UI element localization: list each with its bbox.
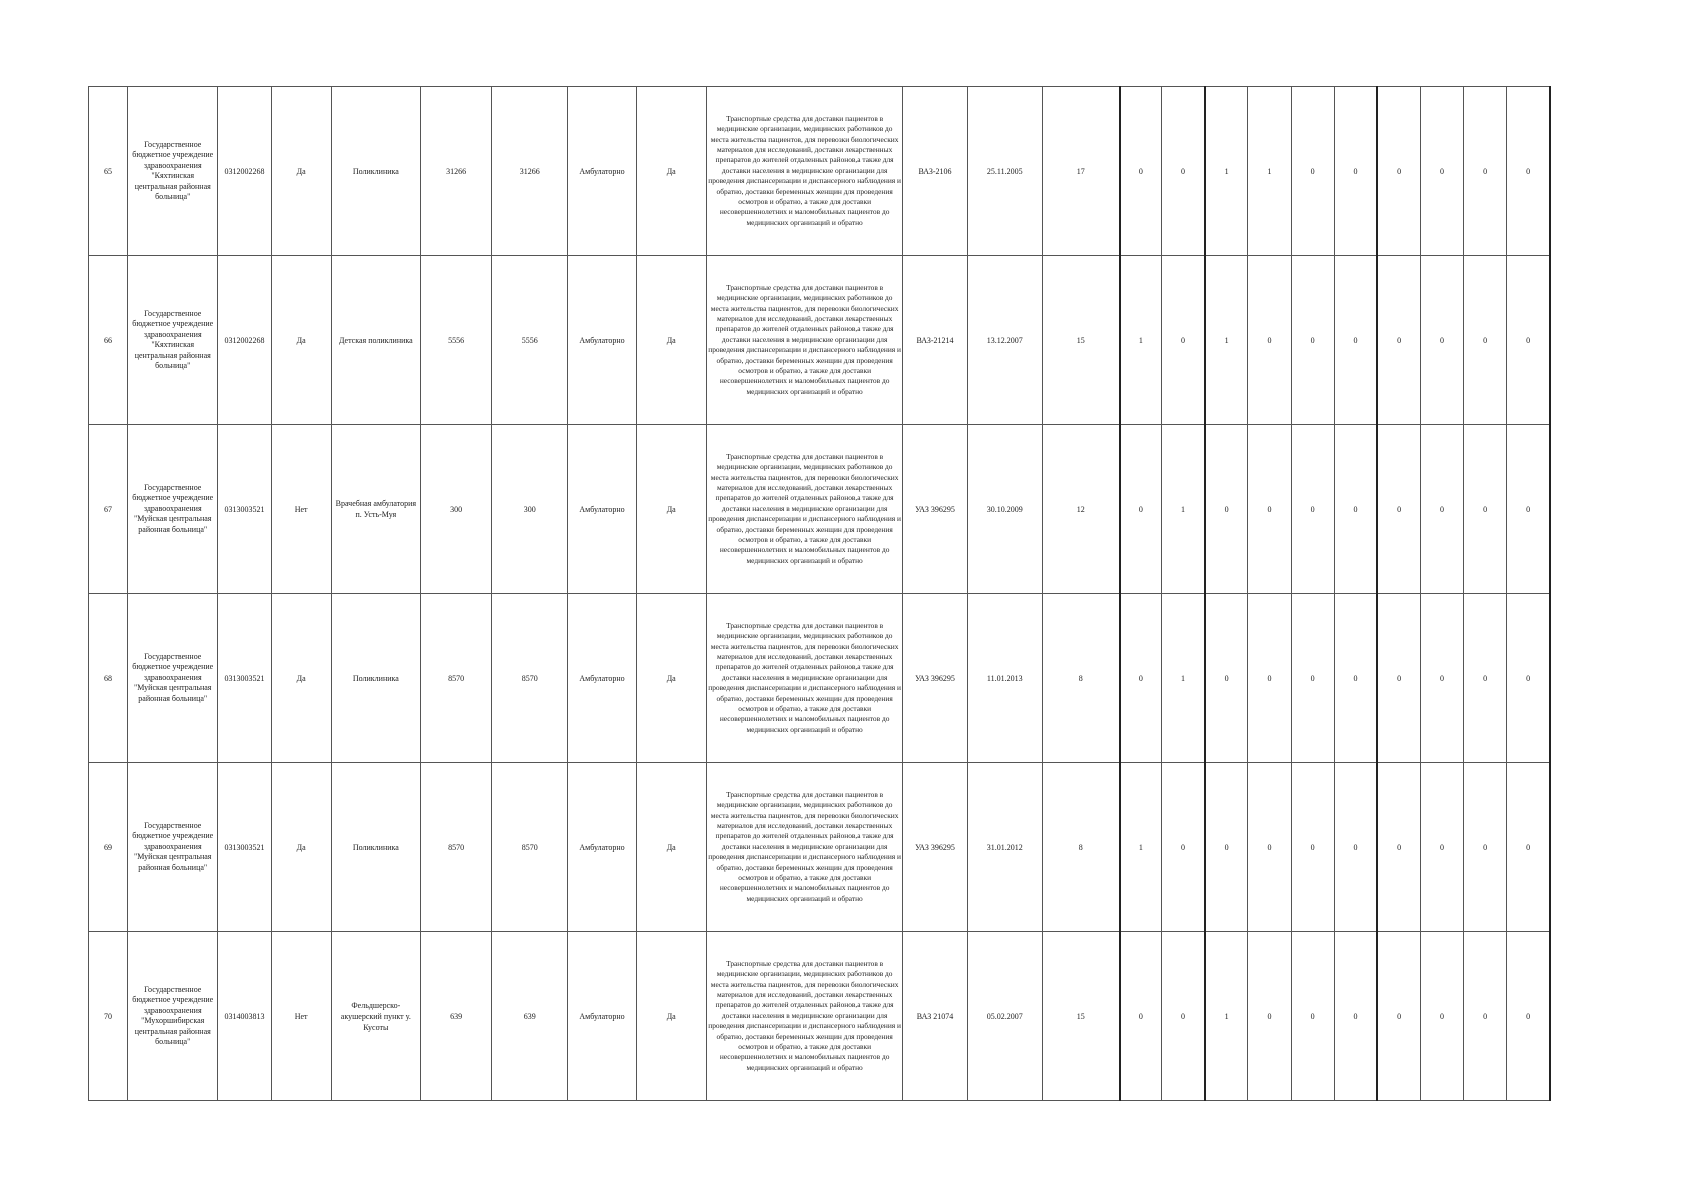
value-cell: 8570 xyxy=(492,763,568,932)
vehicle-purpose: Транспортные средства для доставки пациентов в медицинские организации, медицинских работников до места жительства пациентов, для перевозки биологических материалов для исследований, доставки лекарственных препаратов до жителей отдаленных районов,а также для доставки населения в медицинские организации для проведения диспансеризации и диспансерного наблюдения и обратно, доставки беременных женщин для проведения осмотров и обратно, а также для доставки несовершеннолетних и маломобильных пациентов до медицинских организаций и обратно xyxy=(706,594,903,763)
registry-table xyxy=(88,86,1551,1101)
flag-cell: Да xyxy=(636,87,706,256)
count-cell: 1 xyxy=(1120,763,1162,932)
count-cell: 0 xyxy=(1464,87,1507,256)
count-cell: 0 xyxy=(1162,256,1205,425)
vehicle-date: 30.10.2009 xyxy=(967,425,1042,594)
count-cell: 0 xyxy=(1120,932,1162,1101)
value-cell: 8570 xyxy=(420,763,491,932)
count-cell: 0 xyxy=(1377,256,1420,425)
table-row xyxy=(89,425,1551,594)
count-cell: 1 xyxy=(1205,256,1248,425)
count-cell: 0 xyxy=(1205,763,1248,932)
vehicle-date: 05.02.2007 xyxy=(967,932,1042,1101)
care-type: Амбулаторно xyxy=(568,763,636,932)
count-cell: 1 xyxy=(1120,256,1162,425)
table-row xyxy=(89,763,1551,932)
organization-name: Государственное бюджетное учреждение здравоохранения "Муйская центральная районная больница" xyxy=(128,763,218,932)
vehicle-purpose: Транспортные средства для доставки пациентов в медицинские организации, медицинских работников до места жительства пациентов, для перевозки биологических материалов для исследований, доставки лекарственных препаратов до жителей отдаленных районов,а также для доставки населения в медицинские организации для проведения диспансеризации и диспансерного наблюдения и обратно, доставки беременных женщин для проведения осмотров и обратно, а также для доставки несовершеннолетних и маломобильных пациентов до медицинских организаций и обратно xyxy=(706,763,903,932)
flag-cell: Да xyxy=(636,425,706,594)
count-cell: 1 xyxy=(1162,425,1205,594)
count-cell: 0 xyxy=(1291,932,1334,1101)
count-cell: 0 xyxy=(1377,425,1420,594)
value-cell: 639 xyxy=(420,932,491,1101)
value-cell: 5556 xyxy=(420,256,491,425)
count-cell: 0 xyxy=(1334,594,1377,763)
value-cell: 300 xyxy=(492,425,568,594)
count-cell: 0 xyxy=(1507,594,1550,763)
count-cell: 0 xyxy=(1464,256,1507,425)
count-cell: 0 xyxy=(1205,425,1248,594)
organization-name: Государственное бюджетное учреждение здравоохранения "Кяхтинская центральная районная больница" xyxy=(128,87,218,256)
row-number: 70 xyxy=(89,932,128,1101)
count-cell: 0 xyxy=(1464,763,1507,932)
unit-name: Поликлиника xyxy=(331,763,420,932)
unit-name: Фельдшерско-акушерский пункт у. Кусоты xyxy=(331,932,420,1101)
vehicle-model: ВАЗ-2106 xyxy=(903,87,967,256)
vehicle-purpose: Транспортные средства для доставки пациентов в медицинские организации, медицинских работников до места жительства пациентов, для перевозки биологических материалов для исследований, доставки лекарственных препаратов до жителей отдаленных районов,а также для доставки населения в медицинские организации для проведения диспансеризации и диспансерного наблюдения и обратно, доставки беременных женщин для проведения осмотров и обратно, а также для доставки несовершеннолетних и маломобильных пациентов до медицинских организаций и обратно xyxy=(706,256,903,425)
count-cell: 0 xyxy=(1464,932,1507,1101)
value-cell: 5556 xyxy=(492,256,568,425)
count-cell: 0 xyxy=(1248,763,1291,932)
count-cell: 0 xyxy=(1334,256,1377,425)
table-body xyxy=(89,87,1551,1101)
count-cell: 0 xyxy=(1162,932,1205,1101)
unit-name: Детская поликлиника xyxy=(331,256,420,425)
org-code: 0314003813 xyxy=(218,932,271,1101)
organization-name: Государственное бюджетное учреждение здравоохранения "Мухоршибирская центральная районная больница" xyxy=(128,932,218,1101)
vehicle-model: УАЗ 396295 xyxy=(903,425,967,594)
flag-cell: Да xyxy=(271,594,331,763)
vehicle-model: УАЗ 396295 xyxy=(903,763,967,932)
vehicle-model: ВАЗ 21074 xyxy=(903,932,967,1101)
vehicle-age: 8 xyxy=(1042,763,1119,932)
vehicle-age: 8 xyxy=(1042,594,1119,763)
count-cell: 0 xyxy=(1507,763,1550,932)
row-number: 68 xyxy=(89,594,128,763)
value-cell: 639 xyxy=(492,932,568,1101)
table-row xyxy=(89,932,1551,1101)
count-cell: 0 xyxy=(1248,594,1291,763)
care-type: Амбулаторно xyxy=(568,256,636,425)
unit-name: Врачебная амбулатория п. Усть-Муя xyxy=(331,425,420,594)
count-cell: 0 xyxy=(1291,763,1334,932)
flag-cell: Да xyxy=(271,763,331,932)
value-cell: 8570 xyxy=(492,594,568,763)
flag-cell: Нет xyxy=(271,425,331,594)
table-row xyxy=(89,87,1551,256)
unit-name: Поликлиника xyxy=(331,594,420,763)
org-code: 0313003521 xyxy=(218,425,271,594)
count-cell: 0 xyxy=(1507,425,1550,594)
organization-name: Государственное бюджетное учреждение здравоохранения "Муйская центральная районная больница" xyxy=(128,425,218,594)
unit-name: Поликлиника xyxy=(331,87,420,256)
row-number: 67 xyxy=(89,425,128,594)
flag-cell: Да xyxy=(636,256,706,425)
count-cell: 0 xyxy=(1291,594,1334,763)
vehicle-age: 17 xyxy=(1042,87,1119,256)
count-cell: 0 xyxy=(1507,256,1550,425)
vehicle-purpose: Транспортные средства для доставки пациентов в медицинские организации, медицинских работников до места жительства пациентов, для перевозки биологических материалов для исследований, доставки лекарственных препаратов до жителей отдаленных районов,а также для доставки населения в медицинские организации для проведения диспансеризации и диспансерного наблюдения и обратно, доставки беременных женщин для проведения осмотров и обратно, а также для доставки несовершеннолетних и маломобильных пациентов до медицинских организаций и обратно xyxy=(706,87,903,256)
count-cell: 0 xyxy=(1507,87,1550,256)
row-number: 66 xyxy=(89,256,128,425)
count-cell: 0 xyxy=(1291,256,1334,425)
care-type: Амбулаторно xyxy=(568,594,636,763)
count-cell: 1 xyxy=(1248,87,1291,256)
count-cell: 0 xyxy=(1420,594,1463,763)
care-type: Амбулаторно xyxy=(568,425,636,594)
vehicle-date: 11.01.2013 xyxy=(967,594,1042,763)
count-cell: 0 xyxy=(1162,87,1205,256)
vehicle-date: 13.12.2007 xyxy=(967,256,1042,425)
count-cell: 0 xyxy=(1120,87,1162,256)
count-cell: 0 xyxy=(1248,256,1291,425)
org-code: 0313003521 xyxy=(218,594,271,763)
vehicle-age: 15 xyxy=(1042,932,1119,1101)
count-cell: 0 xyxy=(1205,594,1248,763)
flag-cell: Да xyxy=(636,594,706,763)
count-cell: 0 xyxy=(1377,594,1420,763)
count-cell: 0 xyxy=(1420,763,1463,932)
organization-name: Государственное бюджетное учреждение здравоохранения "Муйская центральная районная больница" xyxy=(128,594,218,763)
count-cell: 0 xyxy=(1420,87,1463,256)
vehicle-date: 31.01.2012 xyxy=(967,763,1042,932)
vehicle-model: ВАЗ-21214 xyxy=(903,256,967,425)
flag-cell: Да xyxy=(271,256,331,425)
organization-name: Государственное бюджетное учреждение здравоохранения "Кяхтинская центральная районная больница" xyxy=(128,256,218,425)
value-cell: 8570 xyxy=(420,594,491,763)
org-code: 0312002268 xyxy=(218,87,271,256)
count-cell: 1 xyxy=(1205,87,1248,256)
row-number: 65 xyxy=(89,87,128,256)
table-row xyxy=(89,594,1551,763)
org-code: 0313003521 xyxy=(218,763,271,932)
vehicle-age: 12 xyxy=(1042,425,1119,594)
vehicle-model: УАЗ 396295 xyxy=(903,594,967,763)
vehicle-age: 15 xyxy=(1042,256,1119,425)
care-type: Амбулаторно xyxy=(568,87,636,256)
count-cell: 1 xyxy=(1162,594,1205,763)
vehicle-purpose: Транспортные средства для доставки пациентов в медицинские организации, медицинских работников до места жительства пациентов, для перевозки биологических материалов для исследований, доставки лекарственных препаратов до жителей отдаленных районов,а также для доставки населения в медицинские организации для проведения диспансеризации и диспансерного наблюдения и обратно, доставки беременных женщин для проведения осмотров и обратно, а также для доставки несовершеннолетних и маломобильных пациентов до медицинских организаций и обратно xyxy=(706,932,903,1101)
count-cell: 0 xyxy=(1507,932,1550,1101)
count-cell: 0 xyxy=(1120,425,1162,594)
care-type: Амбулаторно xyxy=(568,932,636,1101)
row-number: 69 xyxy=(89,763,128,932)
count-cell: 0 xyxy=(1464,594,1507,763)
value-cell: 31266 xyxy=(492,87,568,256)
value-cell: 31266 xyxy=(420,87,491,256)
flag-cell: Да xyxy=(636,932,706,1101)
flag-cell: Нет xyxy=(271,932,331,1101)
count-cell: 0 xyxy=(1420,425,1463,594)
count-cell: 0 xyxy=(1162,763,1205,932)
flag-cell: Да xyxy=(271,87,331,256)
value-cell: 300 xyxy=(420,425,491,594)
count-cell: 0 xyxy=(1377,763,1420,932)
count-cell: 0 xyxy=(1377,932,1420,1101)
flag-cell: Да xyxy=(636,763,706,932)
count-cell: 0 xyxy=(1291,425,1334,594)
count-cell: 0 xyxy=(1377,87,1420,256)
count-cell: 0 xyxy=(1464,425,1507,594)
count-cell: 0 xyxy=(1420,932,1463,1101)
count-cell: 0 xyxy=(1420,256,1463,425)
count-cell: 0 xyxy=(1248,932,1291,1101)
vehicle-purpose: Транспортные средства для доставки пациентов в медицинские организации, медицинских работников до места жительства пациентов, для перевозки биологических материалов для исследований, доставки лекарственных препаратов до жителей отдаленных районов,а также для доставки населения в медицинские организации для проведения диспансеризации и диспансерного наблюдения и обратно, доставки беременных женщин для проведения осмотров и обратно, а также для доставки несовершеннолетних и маломобильных пациентов до медицинских организаций и обратно xyxy=(706,425,903,594)
count-cell: 0 xyxy=(1334,932,1377,1101)
count-cell: 1 xyxy=(1205,932,1248,1101)
count-cell: 0 xyxy=(1334,763,1377,932)
vehicle-date: 25.11.2005 xyxy=(967,87,1042,256)
org-code: 0312002268 xyxy=(218,256,271,425)
count-cell: 0 xyxy=(1248,425,1291,594)
count-cell: 0 xyxy=(1334,87,1377,256)
table-row xyxy=(89,256,1551,425)
count-cell: 0 xyxy=(1120,594,1162,763)
count-cell: 0 xyxy=(1334,425,1377,594)
count-cell: 0 xyxy=(1291,87,1334,256)
